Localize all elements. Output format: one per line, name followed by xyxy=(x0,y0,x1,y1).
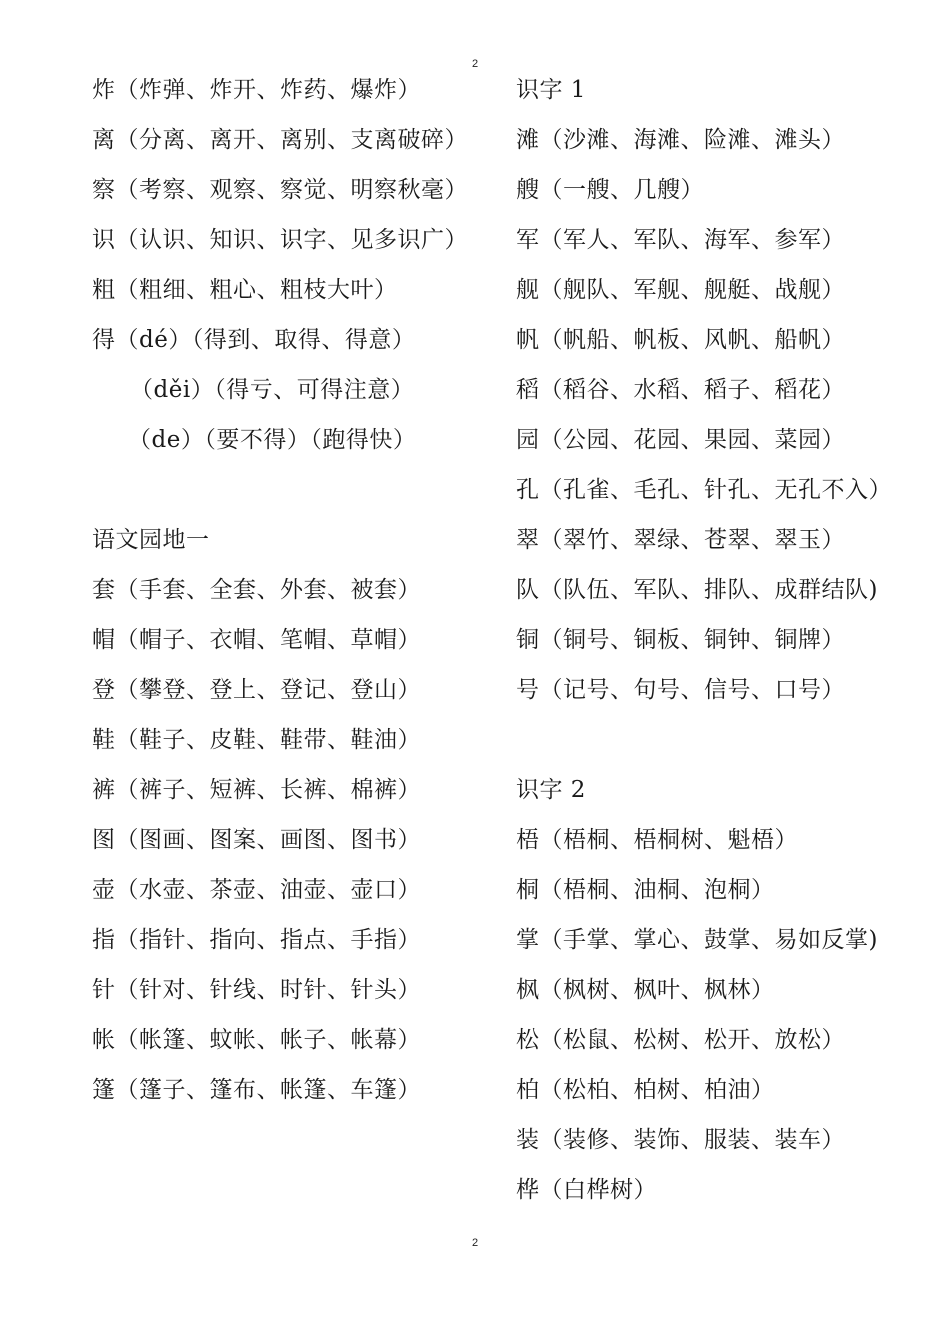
vocab-line: （děi）（得亏、可得注意） xyxy=(130,377,415,403)
vocab-line: 帆（帆船、帆板、风帆、船帆） xyxy=(516,327,845,353)
spacer xyxy=(516,718,936,768)
vocab-line: 园（公园、花园、果园、菜园） xyxy=(516,427,845,453)
vocab-line: 鞋（鞋子、皮鞋、鞋带、鞋油） xyxy=(92,727,421,753)
vocab-line: 孔（孔雀、毛孔、针孔、无孔不入） xyxy=(516,477,892,503)
vocab-line: 舰（舰队、军舰、舰艇、战舰） xyxy=(516,277,845,303)
vocab-line: 桦（白桦树） xyxy=(516,1177,657,1203)
vocab-line: 指（指针、指向、指点、手指） xyxy=(92,927,421,953)
vocab-line: 艘（一艘、几艘） xyxy=(516,177,704,203)
vocab-line: 粗（粗细、粗心、粗枝大叶） xyxy=(92,277,398,303)
vocab-line: 掌（手掌、掌心、鼓掌、易如反掌) xyxy=(516,927,878,953)
vocab-line: 篷（篷子、篷布、帐篷、车篷） xyxy=(92,1077,421,1103)
vocab-line: 针（针对、针线、时针、针头） xyxy=(92,977,421,1003)
vocab-line: 炸（炸弹、炸开、炸药、爆炸） xyxy=(92,77,421,103)
vocab-line: （de）（要不得）（跑得快） xyxy=(128,427,417,453)
vocab-line: 枫（枫树、枫叶、枫林） xyxy=(516,977,775,1003)
spacer xyxy=(92,468,502,518)
vocab-line: 装（装修、装饰、服装、装车） xyxy=(516,1127,845,1153)
vocab-line: 松（松鼠、松树、松开、放松） xyxy=(516,1027,845,1053)
vocab-line: 号（记号、句号、信号、口号） xyxy=(516,677,845,703)
vocab-line: 军（军人、军队、海军、参军） xyxy=(516,227,845,253)
vocab-line: 察（考察、观察、察觉、明察秋毫） xyxy=(92,177,468,203)
vocab-line: 梧（梧桐、梧桐树、魁梧） xyxy=(516,827,798,853)
vocab-line: 识（认识、知识、识字、见多识广） xyxy=(92,227,468,253)
section-title: 识字 1 xyxy=(516,77,586,103)
vocab-line: 稻（稻谷、水稻、稻子、稻花） xyxy=(516,377,845,403)
vocab-line: 登（攀登、登上、登记、登山） xyxy=(92,677,421,703)
vocab-line: 离（分离、离开、离别、支离破碎） xyxy=(92,127,468,153)
right-column xyxy=(516,68,936,1218)
left-column xyxy=(92,68,502,1118)
vocab-line: 帽（帽子、衣帽、笔帽、草帽） xyxy=(92,627,421,653)
vocab-line: 图（图画、图案、画图、图书） xyxy=(92,827,421,853)
vocab-line: 壶（水壶、茶壶、油壶、壶口） xyxy=(92,877,421,903)
vocab-line: 帐（帐篷、蚊帐、帐子、帐幕） xyxy=(92,1027,421,1053)
section-title: 语文园地一 xyxy=(92,527,210,553)
vocab-line: 铜（铜号、铜板、铜钟、铜牌） xyxy=(516,627,845,653)
vocab-line: 得（dé）（得到、取得、得意） xyxy=(92,327,416,353)
vocab-line: 套（手套、全套、外套、被套） xyxy=(92,577,421,603)
vocab-line: 桐（梧桐、油桐、泡桐） xyxy=(516,877,775,903)
vocab-line: 柏（松柏、柏树、柏油） xyxy=(516,1077,775,1103)
vocab-line: 裤（裤子、短裤、长裤、棉裤） xyxy=(92,777,421,803)
page-number-bottom: 2 xyxy=(471,1237,479,1249)
vocab-line: 滩（沙滩、海滩、险滩、滩头） xyxy=(516,127,845,153)
section-title: 识字 2 xyxy=(516,777,586,803)
vocab-line: 队（队伍、军队、排队、成群结队) xyxy=(516,577,878,603)
vocab-line: 翠（翠竹、翠绿、苍翠、翠玉） xyxy=(516,527,845,553)
page-number-top: 2 xyxy=(471,58,479,70)
